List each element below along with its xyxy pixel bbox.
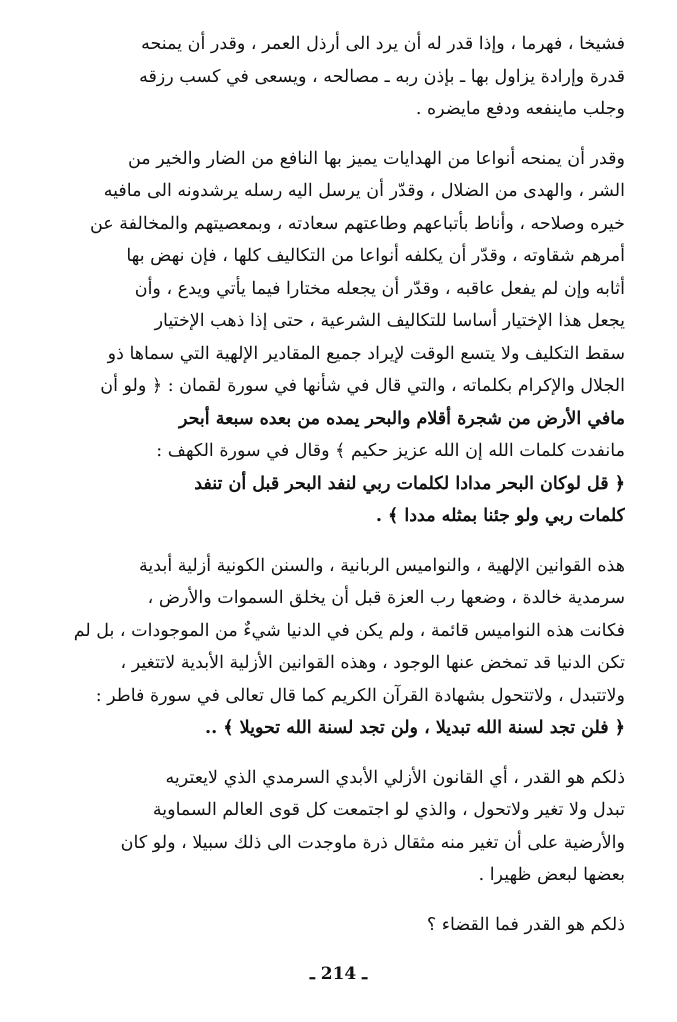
text-line: تكن الدنيا قد تمخض عنها الوجود ، وهذه القوانين الأزلية الأبدية لاتتغير ،: [120, 653, 625, 673]
text-line: سرمدية خالدة ، وضعها رب العزة قبل أن يخلق السموات والأرض ،: [147, 588, 625, 608]
text-line: ﴿ فلن تجد لسنة الله تبديلا ، ولن تجد لسنة الله تحويلا ﴾ ..: [205, 718, 625, 738]
text-line: الشر ، والهدى من الضلال ، وقدّر أن يرسل اليه رسله يرشدونه الى مافيه: [103, 181, 625, 201]
text-line: هذه القوانين الإلهية ، والنواميس الربانية ، والسنن الكونية أزلية أبدية: [139, 555, 625, 576]
text-line: ﴿ قل لوكان البحر مدادا لكلمات ربي لنفد البحر قبل أن تنفد: [194, 473, 625, 494]
text-line: وجلب ماينفعه ودفع مايضره .: [415, 99, 625, 119]
text-line: ذلكم هو القدر فما القضاء ؟: [426, 914, 625, 935]
text-line: ذلكم هو القدر ، أي القانون الأزلي الأبدي السرمدي الذي لايعتريه: [165, 767, 625, 788]
text-line: وقدر أن يمنحه أنواعا من الهدايات يميز بها النافع من الضار والخير من: [127, 148, 625, 169]
paragraph: [60, 762, 625, 892]
text-line: مافي الأرض من شجرة أقلام والبحر يمده من بعده سبعة أبحر: [178, 408, 625, 429]
paragraph: [60, 909, 625, 942]
text-line: ولاتتبدل ، ولاتتحول بشهادة القرآن الكريم كما قال تعالى في سورة فاطر :: [95, 685, 625, 706]
text-line: كلمات ربي ولو جئنا بمثله مددا ﴾ .: [375, 506, 625, 526]
text-line: والأرضية على أن تغير منه مثقال ذرة ماوجدت الى ذلك سبيلا ، ولو كان: [120, 832, 625, 853]
text-line: مانفدت كلمات الله إن الله عزيز حكيم ﴾ وقال في سورة الكهف :: [156, 441, 625, 461]
paragraph: [60, 143, 625, 533]
text-line: فكانت هذه النواميس قائمة ، ولم يكن في الدنيا شيءٌ من الموجودات ، بل لم: [73, 620, 625, 641]
text-line: فشيخا ، فهرما ، وإذا قدر له أن يرد الى أرذل العمر ، وقدر أن يمنحه: [141, 34, 625, 54]
text-line: بعضها لبعض ظهيرا .: [478, 865, 625, 885]
text-line: أثابه وإن لم يفعل عاقبه ، وقدّر أن يجعله مختارا فيما يأتي ويدع ، وأن: [134, 278, 625, 299]
text-line: أمرهم شقاوته ، وقدّر أن يكلفه أنواعا من التكاليف كلها ، فإن نهض بها: [126, 246, 625, 266]
text-line: خيره وصلاحه ، وأناط بأتباعهم وطاعتهم سعادته ، وبمعصيتهم والمخالفة عن: [89, 213, 625, 234]
text-line: تبدل ولا تغير ولاتحول ، والذي لو اجتمعت كل قوى العالم السماوية: [152, 800, 625, 820]
text-line: الجلال والإكرام بكلماته ، والتي قال في شأنها في سورة لقمان : ﴿ ولو أن: [100, 376, 625, 396]
body-text: [60, 28, 625, 941]
paragraph: [60, 550, 625, 745]
paragraph: [60, 28, 625, 126]
text-line: قدرة وإرادة يزاول بها ـ بإذن ربه ـ مصالحه ، ويسعى في كسب رزقه: [139, 66, 625, 87]
text-line: يجعل هذا الإختيار أساسا للتكاليف الشرعية ، حتى إذا ذهب الإختيار: [154, 311, 625, 331]
text-line: سقط التكليف ولا يتسع الوقت لإيراد جميع المقادير الإلهية التي سماها ذو: [107, 343, 625, 364]
page-number: ـ 214 ـ: [309, 964, 368, 984]
